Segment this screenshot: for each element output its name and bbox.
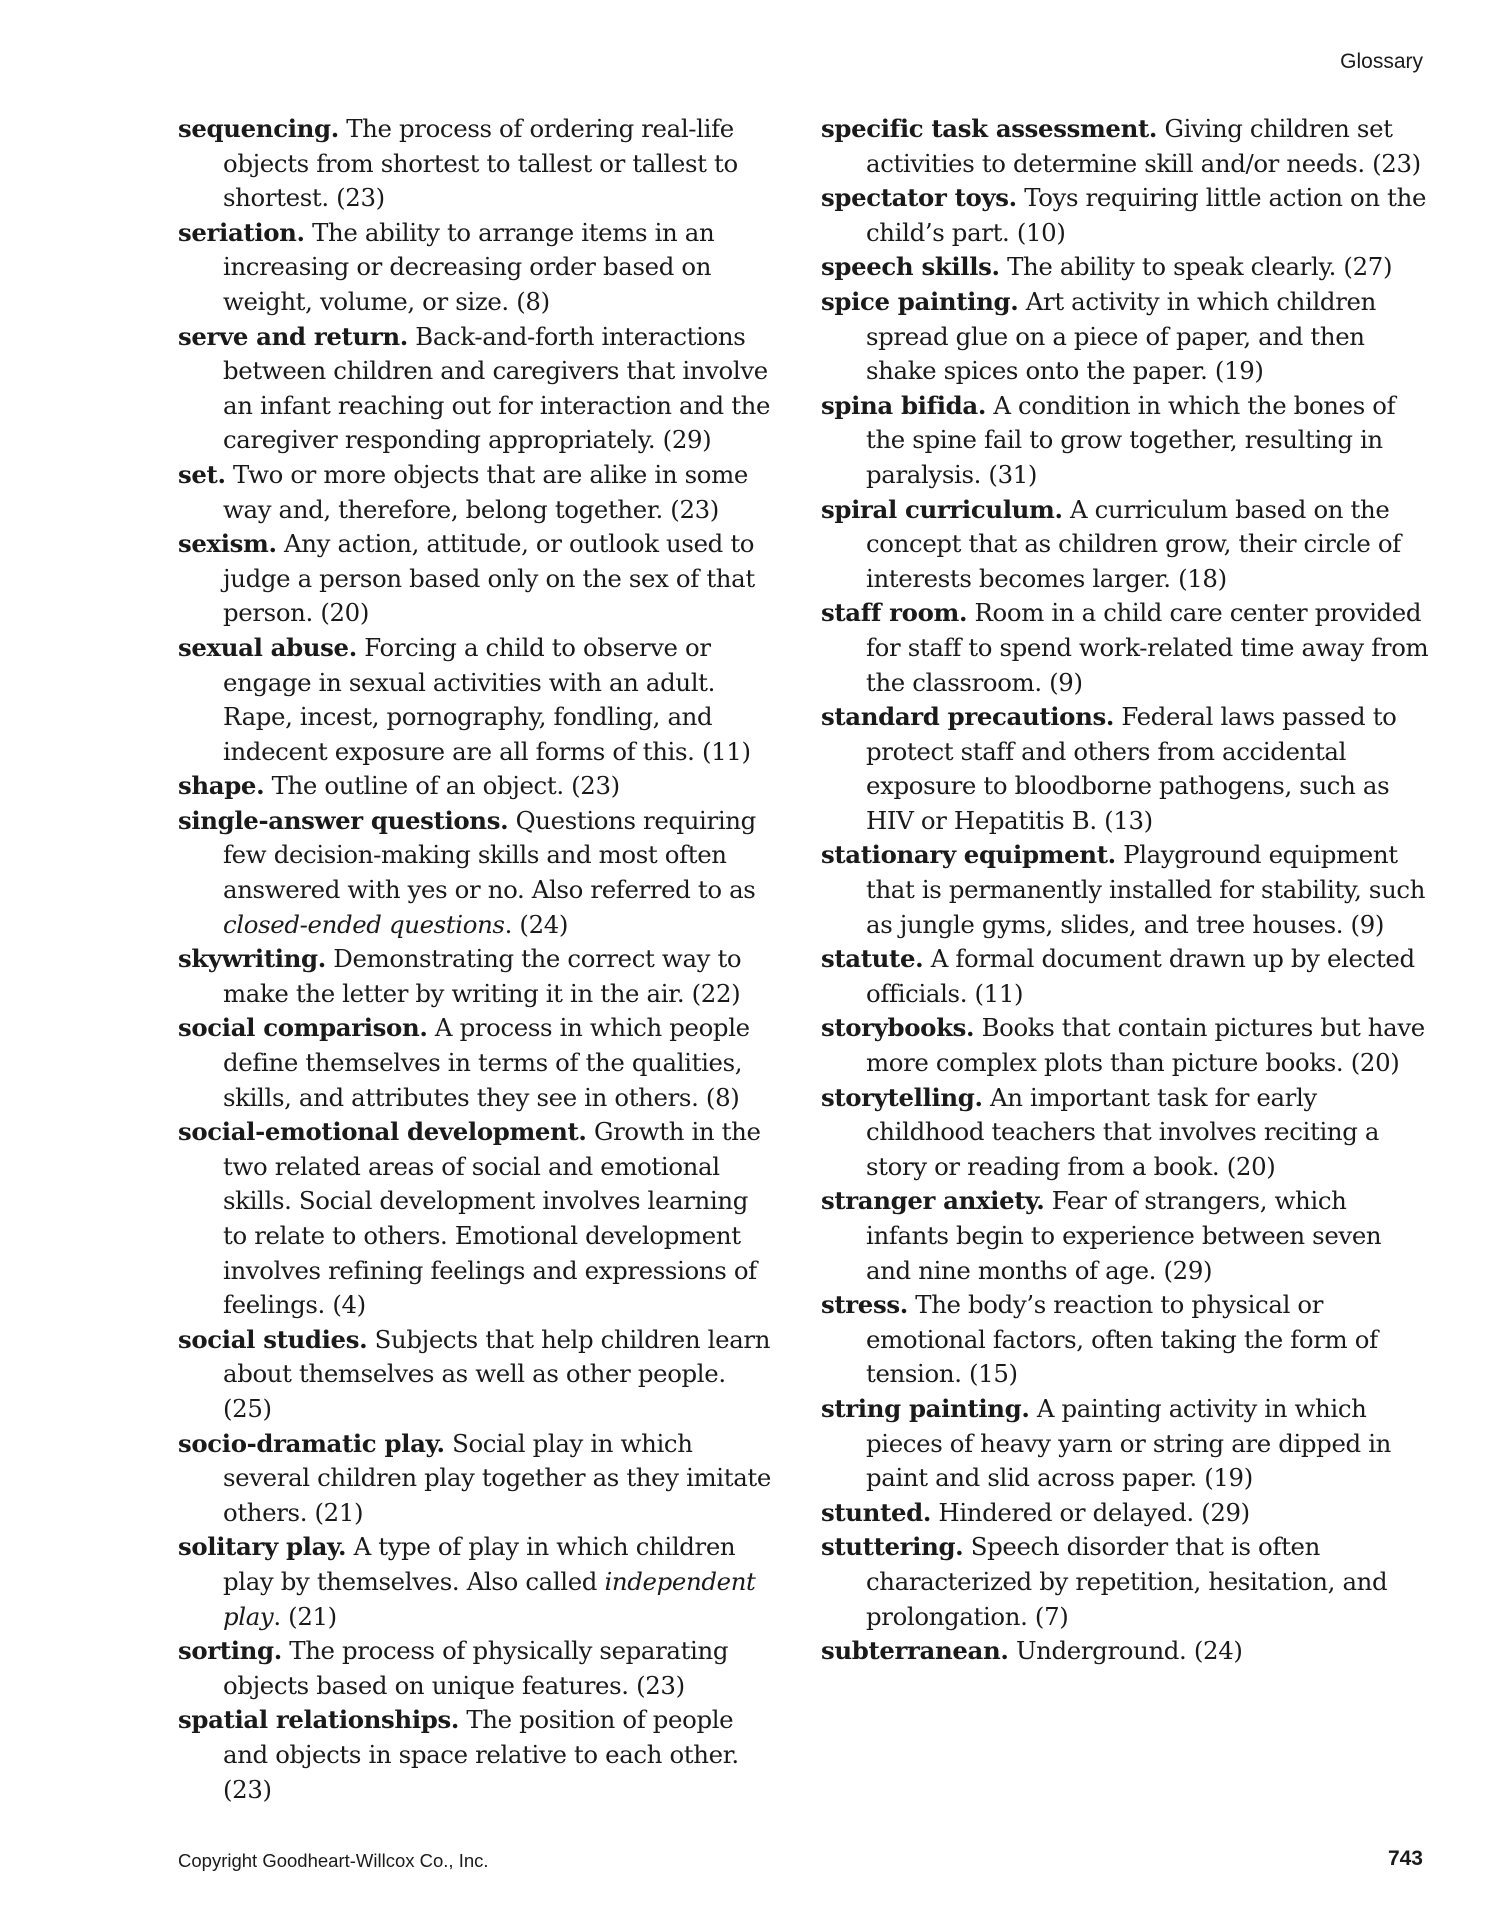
glossary-term: single-answer questions.	[178, 805, 509, 835]
glossary-alt-term: closed-ended questions	[223, 909, 505, 939]
glossary-definition: Room in a child care center provided for staff to spend work-related time away from the classroom. (9)	[866, 598, 1429, 697]
glossary-definition: A process in which people define themselves in terms of the qualities, skills, and attributes they see in others. (8)	[223, 1013, 750, 1112]
glossary-entry	[821, 1288, 1431, 1392]
glossary-definition: Art activity in which children spread glue on a piece of paper, and then shake spices onto the paper. (19)	[866, 286, 1376, 386]
glossary-definition: Books that contain pictures but have more complex plots than picture books. (20)	[866, 1013, 1425, 1078]
glossary-column-left	[178, 112, 778, 1807]
glossary-term: seriation.	[178, 217, 305, 247]
copyright-notice: Copyright Goodheart-Willcox Co., Inc.	[178, 1850, 489, 1871]
glossary-definition: The ability to arrange items in an increasing or decreasing order based on weight, volume, or size. (8)	[223, 217, 715, 316]
glossary-column-right	[821, 112, 1431, 1669]
glossary-entry	[821, 1184, 1431, 1288]
glossary-term: set.	[178, 459, 226, 489]
glossary-term: shape.	[178, 771, 265, 801]
glossary-entry	[178, 320, 778, 458]
glossary-definition: Fear of strangers, which infants begin to experience between seven and nine months of age. (29)	[866, 1186, 1382, 1285]
glossary-term: social studies.	[178, 1324, 368, 1354]
glossary-entry	[178, 527, 778, 631]
glossary-definition: The process of ordering real-life objects from shortest to tallest or tallest to shortest. (23)	[223, 114, 738, 213]
glossary-definition: The ability to speak clearly. (27)	[1007, 252, 1393, 282]
glossary-definition: An important task for early childhood teachers that involves reciting a story or reading from a book. (20)	[866, 1082, 1380, 1181]
glossary-entry	[821, 700, 1431, 838]
glossary-definition: The body’s reaction to physical or emotional factors, often taking the form of tension. (15)	[866, 1290, 1378, 1389]
glossary-entry	[178, 804, 778, 942]
glossary-term: spatial relationships.	[178, 1705, 459, 1735]
glossary-term: stunted.	[821, 1497, 931, 1527]
glossary-term: spiral curriculum.	[821, 494, 1063, 524]
glossary-entry	[821, 1496, 1431, 1531]
glossary-entry	[178, 112, 778, 216]
glossary-entry	[821, 942, 1431, 1011]
glossary-term: storytelling.	[821, 1082, 983, 1112]
glossary-term: standard precautions.	[821, 702, 1115, 732]
glossary-entry	[821, 1634, 1431, 1669]
glossary-entry	[821, 493, 1431, 597]
glossary-entry	[178, 1703, 778, 1807]
glossary-term: storybooks.	[821, 1013, 975, 1043]
glossary-entry	[821, 250, 1431, 285]
glossary-entry	[178, 1115, 778, 1323]
glossary-term: skywriting.	[178, 944, 326, 974]
glossary-term: sexism.	[178, 529, 277, 559]
glossary-entry	[821, 1530, 1431, 1634]
glossary-entry	[821, 1011, 1431, 1080]
glossary-term: statute.	[821, 944, 924, 974]
glossary-term: stationary equipment.	[821, 840, 1116, 870]
glossary-alt-term: independent play	[223, 1566, 756, 1631]
glossary-definition: Two or more objects that are alike in some way and, therefore, belong together. (23)	[223, 459, 748, 524]
glossary-entry	[178, 769, 778, 804]
glossary-definition: A painting activity in which pieces of heavy yarn or string are dipped in paint and slid across paper. (19)	[866, 1393, 1392, 1493]
glossary-entry	[821, 1081, 1431, 1185]
glossary-entry	[178, 458, 778, 527]
glossary-reference: . (21)	[273, 1601, 337, 1631]
page-number: 743	[1387, 1847, 1423, 1870]
glossary-entry	[821, 389, 1431, 493]
glossary-entry	[178, 216, 778, 320]
glossary-entry	[821, 112, 1431, 181]
glossary-definition: Forcing a child to observe or engage in sexual activities with an adult. Rape, incest, pornography, fondling, and indecent exposure are all forms of this. (11)	[223, 632, 751, 766]
glossary-definition: Questions requiring few decision-making skills and most often answered with yes or no. Also referred to as	[223, 805, 756, 905]
glossary-definition: A condition in which the bones of the spine fail to grow together, resulting in paralysis. (31)	[866, 390, 1396, 489]
glossary-definition: Social play in which several children play together as they imitate others. (21)	[223, 1428, 771, 1527]
glossary-term: spina bifida.	[821, 390, 986, 420]
glossary-definition: Federal laws passed to protect staff and others from accidental exposure to bloodborne pathogens, such as HIV or Hepatitis B. (13)	[866, 702, 1397, 835]
glossary-term: serve and return.	[178, 321, 408, 351]
glossary-term: sexual abuse.	[178, 632, 357, 662]
glossary-entry	[821, 285, 1431, 389]
glossary-entry	[178, 1530, 778, 1634]
glossary-term: socio-dramatic play.	[178, 1428, 445, 1458]
glossary-term: string painting.	[821, 1393, 1030, 1423]
glossary-term: social-emotional development.	[178, 1117, 587, 1147]
glossary-entry	[821, 1392, 1431, 1496]
glossary-definition: Back-and-forth interactions between children and caregivers that involve an infant reaching out for interaction and the caregiver responding appropriately. (29)	[223, 321, 771, 455]
glossary-term: sequencing.	[178, 114, 339, 143]
glossary-term: solitary play.	[178, 1532, 347, 1562]
glossary-definition: Playground equipment that is permanently installed for stability, such as jungle gyms, slides, and tree houses. (9)	[866, 840, 1426, 939]
glossary-entry	[178, 942, 778, 1011]
glossary-entry	[821, 838, 1431, 942]
glossary-entry	[178, 1011, 778, 1115]
glossary-term: spice painting.	[821, 286, 1019, 316]
glossary-term: spectator toys.	[821, 183, 1017, 213]
glossary-term: staff room.	[821, 598, 968, 628]
running-head: Glossary	[1340, 50, 1423, 73]
glossary-definition: A formal document drawn up by elected officials. (11)	[866, 944, 1415, 1008]
glossary-definition: A curriculum based on the concept that as children grow, their circle of interests becomes larger. (18)	[866, 494, 1401, 593]
glossary-definition: The process of physically separating objects based on unique features. (23)	[223, 1636, 729, 1700]
glossary-term: social comparison.	[178, 1013, 428, 1043]
glossary-term: subterranean.	[821, 1636, 1009, 1666]
glossary-definition: Giving children set activities to determine skill and/or needs. (23)	[866, 114, 1421, 178]
glossary-term: stranger anxiety.	[821, 1186, 1045, 1216]
glossary-term: speech skills.	[821, 252, 1000, 282]
glossary-definition: Any action, attitude, or outlook used to judge a person based only on the sex of that person. (20)	[223, 529, 755, 628]
glossary-definition: Subjects that help children learn about themselves as well as other people. (25)	[223, 1324, 771, 1423]
glossary-entry	[178, 1634, 778, 1703]
glossary-entry	[178, 631, 778, 769]
glossary-term: stress.	[821, 1290, 908, 1320]
glossary-definition: Toys requiring little action on the child’s part. (10)	[866, 183, 1427, 247]
glossary-definition: A type of play in which children play by themselves. Also called	[223, 1532, 736, 1596]
glossary-definition: Speech disorder that is often characterized by repetition, hesitation, and prolongation. (7)	[866, 1532, 1388, 1631]
glossary-definition: The position of people and objects in space relative to each other. (23)	[223, 1705, 739, 1804]
glossary-definition: Hindered or delayed. (29)	[938, 1497, 1250, 1527]
glossary-term: stuttering.	[821, 1532, 964, 1562]
glossary-entry	[821, 181, 1431, 250]
glossary-reference: . (24)	[504, 909, 569, 939]
glossary-definition: Underground. (24)	[1015, 1636, 1243, 1666]
glossary-term: specific task assessment.	[821, 114, 1158, 143]
glossary-entry	[821, 596, 1431, 700]
glossary-definition: Demonstrating the correct way to make the letter by writing it in the air. (22)	[223, 944, 742, 1008]
glossary-entry	[178, 1427, 778, 1531]
glossary-definition: Growth in the two related areas of social and emotional skills. Social development involves learning to relate to others. Emotional development involves refining feelings and expressions of feelings. (4)	[223, 1117, 761, 1320]
glossary-entry	[178, 1323, 778, 1427]
glossary-definition: The outline of an object. (23)	[271, 771, 620, 801]
glossary-term: sorting.	[178, 1636, 282, 1666]
